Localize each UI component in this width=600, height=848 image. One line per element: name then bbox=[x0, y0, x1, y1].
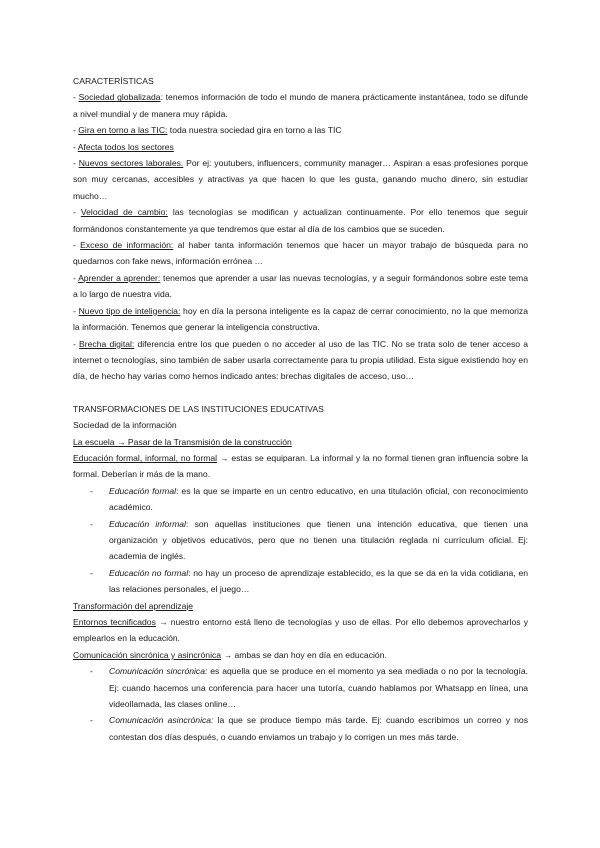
item-text: Por ej: youtubers, influencers, community manager… Aspiran a esas profesiones porque son muy cercanas, accesibles y atractivas ya que hacen lo que les gusta, ganando mucho dinero, sin estudiar mucho… bbox=[73, 158, 528, 201]
transformacion-heading: Transformación del aprendizaje bbox=[73, 600, 194, 611]
item-text: es aquella que se produce en el momento ya sea mediada o no por la tecnología. Ej: cuando hacemos una conferencia para hacer una tutoría, cuando hablamos por Whatsapp en línea, una videollamada, las clases online… bbox=[109, 666, 528, 710]
item-text: : tenemos información de todo el mundo de manera prácticamente instantánea, todo se difunde a nivel mundial y de manera muy rápida. bbox=[73, 92, 529, 119]
item-text: las tecnologías se modifican y actualizan continuamente. Por ello tenemos que seguir formándonos constantemente ya que tendremos que estar al día de los cambios que se suceden. bbox=[73, 207, 528, 234]
item-prefix: - bbox=[73, 141, 78, 152]
section-title-transformaciones: TRANSFORMACIONES DE LAS INSTITUCIONES EDUCATIVAS bbox=[73, 403, 324, 414]
item-label: Brecha digital: bbox=[79, 338, 135, 349]
item-label: Nuevo tipo de inteligencia: bbox=[78, 305, 181, 316]
list-item bbox=[73, 270, 528, 303]
list-item bbox=[73, 336, 528, 385]
list-item bbox=[73, 122, 528, 138]
item-label: Educación no formal bbox=[109, 567, 189, 578]
item-prefix: - bbox=[73, 207, 81, 218]
item-text: diferencia entre los que pueden o no acceder al uso de las TIC. No se trata solo de tener acceso a internet o tecnologías, sino también de saber usarla correctamente para tu propia utilidad. Esta sigue existiendo hoy en día, de hecho hay varias como hemos indicado antes: brechas digitales de acceso, uso… bbox=[73, 338, 529, 382]
entornos-paragraph bbox=[73, 614, 528, 647]
list-item bbox=[73, 303, 528, 336]
list-item bbox=[90, 516, 528, 565]
bullet-dash: - bbox=[90, 485, 93, 496]
list-item bbox=[73, 237, 528, 270]
section-gap bbox=[73, 385, 528, 401]
item-label: Sociedad globalizada bbox=[78, 92, 161, 103]
educacion-text: → estas se equiparan. La informal y la no formal tienen gran influencia sobre la formal. Deberían ir más de la mano. bbox=[73, 452, 529, 480]
section-subtitle: Sociedad de la información bbox=[73, 420, 177, 431]
document-body bbox=[73, 73, 528, 745]
item-label: Exceso de información: bbox=[80, 240, 174, 251]
escuela-heading: La escuela → Pasar de la Transmisión de la construcción bbox=[73, 436, 292, 447]
item-text: al haber tanta información tenemos que hacer un mayor trabajo de búsqueda para no quedarnos con fake news, información errónea … bbox=[73, 240, 529, 267]
item-label: Comunicación asincrónica: bbox=[109, 715, 214, 726]
item-text: : son aquellas instituciones que tienen una intención educativa, que tienen una organización y objetivos educativos, pero que no tienen una titulación reglada ni currículum oficial. Ej: academia de inglés. bbox=[109, 518, 528, 562]
educacion-label: Educación formal, informal, no formal bbox=[73, 452, 218, 463]
item-text: : es la que se imparte en un centro educativo, en una titulación oficial, con reconocimiento académico. bbox=[109, 485, 528, 513]
list-item bbox=[90, 712, 529, 745]
comunicacion-paragraph bbox=[73, 647, 528, 663]
item-text: : no hay un proceso de aprendizaje establecido, es la que se da en la vida cotidiana, en las relaciones personales, el juego… bbox=[109, 567, 529, 595]
item-label: Educación informal bbox=[109, 518, 186, 529]
entornos-label: Entornos tecnificados bbox=[73, 617, 156, 627]
item-prefix: - bbox=[73, 272, 79, 283]
list-item bbox=[73, 155, 528, 204]
comunicacion-text: → ambas se dan hoy en día en educación. bbox=[221, 649, 387, 660]
item-label: Afecta todos los sectores bbox=[77, 141, 174, 152]
list-item bbox=[90, 663, 528, 712]
item-prefix: - bbox=[73, 158, 79, 169]
item-label: Velocidad de cambio: bbox=[80, 207, 168, 218]
item-text: hoy en día la persona inteligente es la capaz de cerrar conocimiento, no la que memoriza la información. Tenemos que generar la inteligencia constructiva. bbox=[73, 305, 528, 333]
bullet-dash: - bbox=[90, 715, 93, 726]
bullet-dash: - bbox=[90, 666, 93, 677]
list-item bbox=[73, 204, 528, 237]
educacion-paragraph bbox=[73, 450, 528, 483]
item-prefix: - bbox=[73, 92, 79, 103]
item-label: Aprender a aprender: bbox=[78, 272, 161, 283]
item-text: tenemos que aprender a usar las nuevas tecnologías, y a seguir formándonos sobre este tema a lo largo de nuestra vida. bbox=[73, 272, 528, 300]
comunicacion-label: Comunicación sincrónica y asincrónica bbox=[73, 649, 222, 660]
bullet-dash: - bbox=[90, 518, 93, 529]
list-item bbox=[73, 89, 528, 122]
list-item bbox=[90, 565, 529, 598]
list-item bbox=[73, 139, 528, 155]
item-prefix: - bbox=[73, 338, 80, 349]
section-title-caracteristicas: CARACTERÍSTICAS bbox=[73, 76, 154, 86]
item-text: toda nuestra sociedad gira en torno a las TIC bbox=[167, 125, 342, 136]
item-prefix: - bbox=[73, 305, 79, 316]
item-text: la que se produce tiempo más tarde. Ej: cuando escribimos un correo y nos contestan dos días después, o cuando enviamos un trabajo y lo corrigen un mes más tarde. bbox=[109, 715, 529, 742]
item-label: Educación formal bbox=[109, 485, 177, 496]
item-label: Comunicación sincrónica: bbox=[109, 666, 208, 677]
bullet-dash: - bbox=[90, 567, 93, 578]
entornos-text: → nuestro entorno está lleno de tecnologías y uso de ellas. Por ello debemos aprovecharlos y emplearlos en la educación. bbox=[73, 617, 528, 644]
item-prefix: - bbox=[73, 240, 81, 251]
item-label: Nuevos sectores laborales. bbox=[78, 158, 184, 169]
item-prefix: - bbox=[73, 125, 79, 136]
list-item bbox=[90, 483, 528, 516]
item-label: Gira en torno a las TIC: bbox=[78, 125, 168, 136]
